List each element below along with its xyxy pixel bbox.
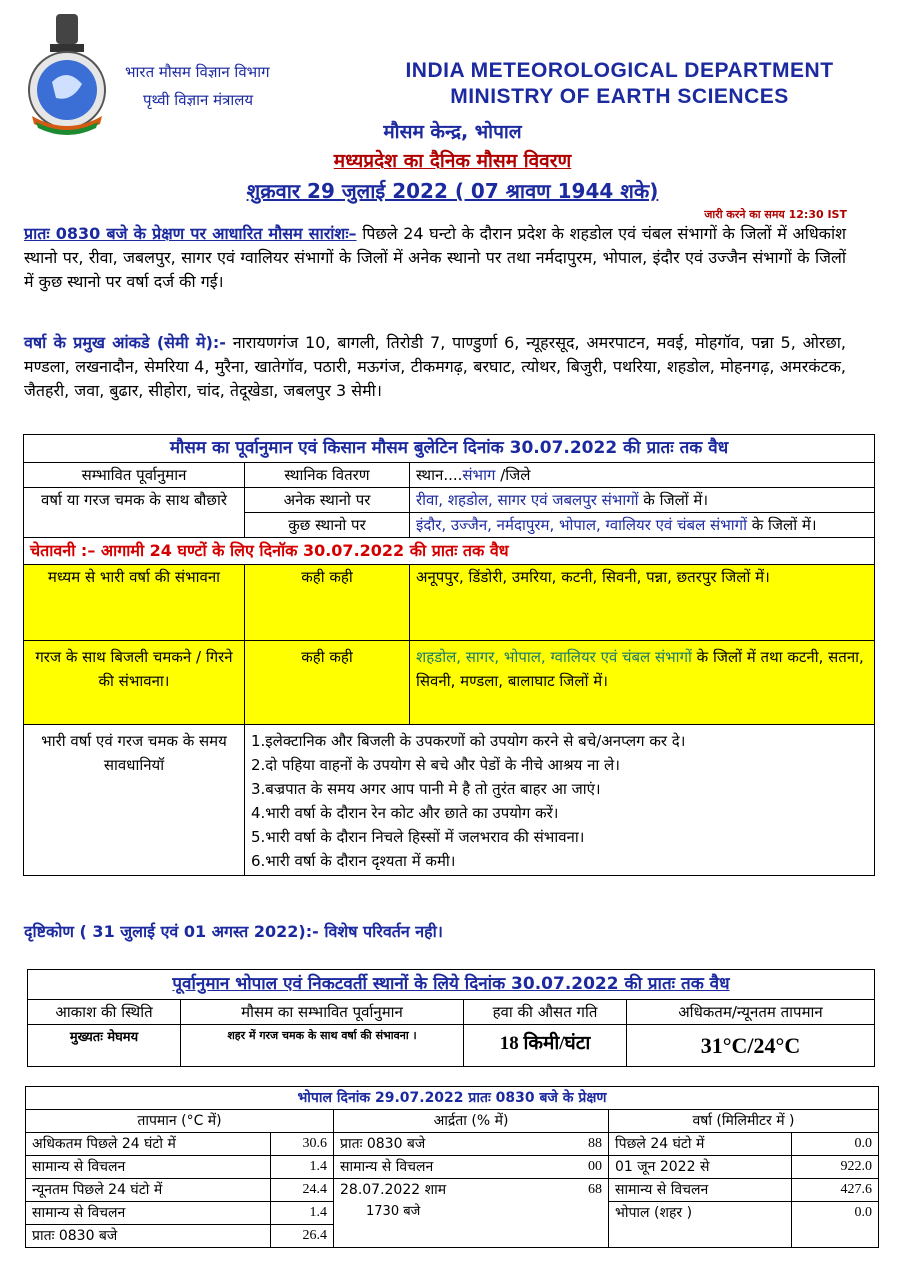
r2-places: इंदौर, उज्जैन, नर्मदापुरम, भोपाल, ग्वालियर एवं चंबल संभागों के जिलों में। [410,513,875,538]
temp-label: सामान्य से विचलन [26,1202,271,1225]
issue-time: जारी करने का समय 12:30 IST [704,208,847,221]
temp-header: अधिकतम/न्यूनतम तापमान [627,1000,875,1025]
r2-distribution: कुछ स्थानो पर [245,513,410,538]
rain-value: 922.0 [792,1156,879,1179]
r1-places: रीवा, शहडोल, सागर एवं जबलपुर संभागों के जिलों में। [410,488,875,513]
temp-col-header: तापमान (°C में) [26,1110,334,1133]
rain-label: सामान्य से विचलन [609,1179,792,1202]
bhopal-forecast-table [27,969,875,1067]
precautions-list [245,725,875,876]
observation-table [25,1086,879,1248]
hum-label: प्रातः 0830 बजे [334,1133,557,1156]
centre-name: मौसम केन्द्र, भोपाल [383,121,522,143]
col-places-header: स्थान....संभाग /जिले [410,463,875,488]
rain-forecast-label: वर्षा या गरज चमक के साथ बौछारे [24,488,245,538]
hum-value: 00 [556,1156,609,1179]
outlook: दृष्टिकोण ( 31 जुलाई एवं 01 अगस्त 2022):- विशेष परिवर्तन नही। [24,922,443,941]
rainfall-label: वर्षा के प्रमुख आंकडे (सेमी मे):- [24,333,226,352]
sky-value: मुख्यतः मेघमय [28,1025,181,1067]
forecast-table [23,434,875,876]
bhopal-forecast-title: पूर्वानुमान भोपाल एवं निकटवर्ती स्थानों के लिये दिनांक 30.07.2022 की प्रातः तक वैध [28,970,875,1000]
report-title: मध्यप्रदेश का दैनिक मौसम विवरण [333,150,572,172]
hindi-ministry-name: पृथ्वी विज्ञान मंत्रालय [143,91,254,109]
observation-title: भोपाल दिनांक 29.07.2022 प्रातः 0830 बजे के प्रेक्षण [26,1087,879,1110]
rain-label: पिछले 24 घंटो में [609,1133,792,1156]
w1-label: मध्यम से भारी वर्षा की संभावना [24,565,245,641]
w2-label: गरज के साथ बिजली चमकने / गिरने की संभावना। [24,641,245,725]
wind-value: 18 किमी/घंटा [464,1025,627,1067]
temp-value: 1.4 [271,1156,334,1179]
precaution-item: 3.बज्रपात के समय अगर आप पानी मे है तो तुरंत बाहर आ जाएं। [251,780,601,798]
temp-value: 26.4 [271,1225,334,1248]
report-date: शुक्रवार 29 जुलाई 2022 ( 07 श्रावण 1944 शके) [246,179,659,203]
w2-places: शहडोल, सागर, भोपाल, ग्वालियर एवं चंबल संभागों के जिलों में तथा कटनी, सतना, सिवनी, मण्डला, बालाघाट जिलों में। [410,641,875,725]
summary-text: पिछले 24 घन्टो के दौरान प्रदेश के शहडोल एवं चंबल संभागों के जिलों में अधिकांश स्थानो पर, रीवा, जबलपुर, सागर एवं ग्वालियर संभागों के जिलों में अनेक स्थानो पर तथा नर्मदापुरम, भोपाल, इंदौर एवं उज्जैन संभागों के जिलों में कुछ स्थानो पर वर्षा दर्ज की गई। [24,224,846,291]
w2-distribution: कही कही [245,641,410,725]
w1-places: अनूपपुर, डिंडोरी, उमरिया, कटनी, सिवनी, पन्ना, छतरपुर जिलों में। [410,565,875,641]
temp-value: 24.4 [271,1179,334,1202]
rain-value: 0.0 [792,1133,879,1156]
rainfall-data [24,331,846,403]
temp-label: न्यूनतम पिछले 24 घंटो में [26,1179,271,1202]
temp-label: अधिकतम पिछले 24 घंटो में [26,1133,271,1156]
rainfall-text: नारायणगंज 10, बागली, तिरोडी 7, पाण्डुर्णा 6, न्यूहरसूद, अमरपाटन, मवई, मोहगॉव, पन्ना 5, ओरछा, मण्डला, लखनादौन, सेमरिया 4, मुरैना, खातेगॉव, पठारी, मऊगंज, टीकमगढ़, बरघाट, त्योथर, बिजुरी, पथरिया, शहडोल, मोहनगढ़, अमरकंटक, जैतहरी, जवा, बुढार, सीहोरा, चांद, तेदूखेडा, जबलपुर 3 सेमी। [24,333,846,400]
rain-label: 01 जून 2022 से [609,1156,792,1179]
precaution-item: 2.दो पहिया वाहनों के उपयोग से बचे और पेडों के नीचे आश्रय ना ले। [251,756,620,774]
precaution-item: 6.भारी वर्षा के दौरान दृश्यता में कमी। [251,852,456,870]
precaution-item: 1.इलेक्टानिक और बिजली के उपकरणों को उपयोग करने से बचे/अनप्लग कर दे। [251,732,686,750]
hum-label: सामान्य से विचलन [334,1156,557,1179]
forecast-title: मौसम का पूर्वानुमान एवं किसान मौसम बुलेटिन दिनांक 30.07.2022 की प्रातः तक वैध [24,435,875,463]
hum-value: 88 [556,1133,609,1156]
w1-distribution: कही कही [245,565,410,641]
precautions-label: भारी वर्षा एवं गरज चमक के समय सावधानियॉ [24,725,245,876]
weather-header: मौसम का सम्भावित पूर्वानुमान [181,1000,464,1025]
rain-value: 427.6 [792,1179,879,1202]
weather-value: शहर में गरज चमक के साथ वर्षा की संभावना । [181,1025,464,1067]
english-dept-name: INDIA METEOROLOGICAL DEPARTMENT [405,59,834,82]
temp-value: 30.6 [271,1133,334,1156]
temp-value: 1.4 [271,1202,334,1225]
summary-label: प्रातः 0830 बजे के प्रेक्षण पर आधारित मौसम सारांशः– [24,224,357,243]
sky-header: आकाश की स्थिति [28,1000,181,1025]
rain-col-header: वर्षा (मिलिमीटर में ) [609,1110,879,1133]
temp-value: 31°C/24°C [627,1025,875,1067]
temp-label: सामान्य से विचलन [26,1156,271,1179]
weather-summary [24,222,846,294]
humidity-col-header: आर्द्रता (% में) [334,1110,609,1133]
hum-label: 28.07.2022 शाम 1730 बजे [334,1179,557,1248]
english-ministry-name: MINISTRY OF EARTH SCIENCES [450,85,789,108]
warning-title: चेतावनी :– आगामी 24 घण्टों के लिए दिनॉक 30.07.2022 की प्रातः तक वैध [24,538,875,565]
rain-value: 0.0 [792,1202,879,1248]
wind-header: हवा की औसत गति [464,1000,627,1025]
hindi-dept-name: भारत मौसम विज्ञान विभाग [125,63,270,81]
precaution-item: 5.भारी वर्षा के दौरान निचले हिस्सों में जलभराव की संभावना। [251,828,585,846]
temp-label: प्रातः 0830 बजे [26,1225,271,1248]
col-distribution-header: स्थानिक वितरण [245,463,410,488]
rain-label: भोपाल (शहर ) [609,1202,792,1248]
hum-value: 68 [556,1179,609,1248]
r1-distribution: अनेक स्थानो पर [245,488,410,513]
col-forecast-header: सम्भावित पूर्वानुमान [24,463,245,488]
precaution-item: 4.भारी वर्षा के दौरान रेन कोट और छाते का उपयोग करें। [251,804,559,822]
